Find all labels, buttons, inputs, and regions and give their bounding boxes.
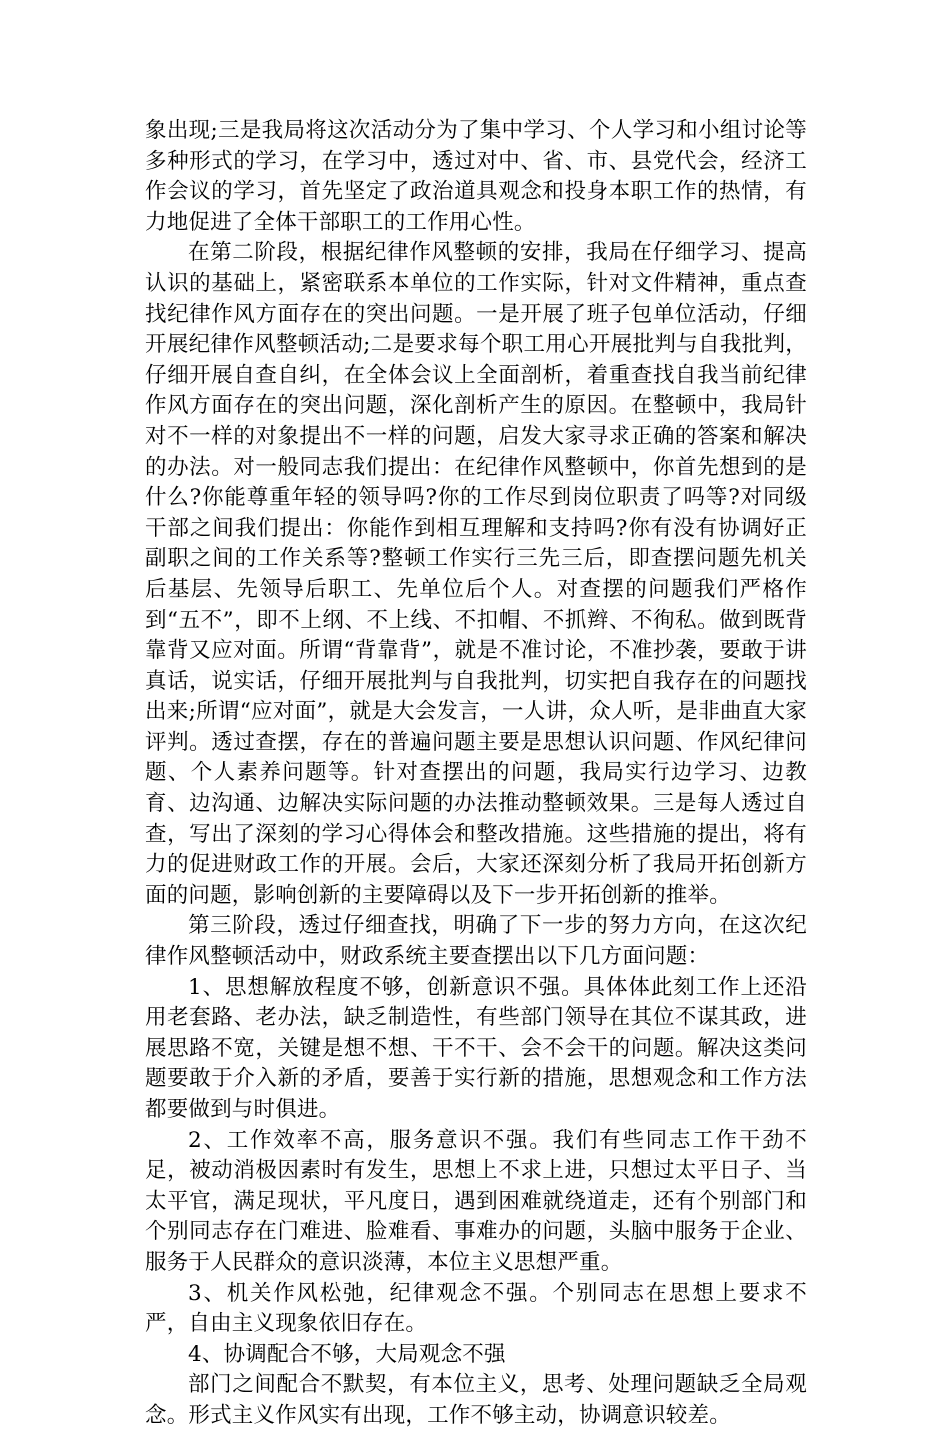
paragraph-1: 象出现;三是我局将这次活动分为了集中学习、个人学习和小组讨论等多种形式的学习，在学习中，透过对中、省、市、县党代会，经济工作会议的学习，首先坚定了政治道具观念和投身本职工作的热情，有力地促进了全体干部职工的工作用心性。 xyxy=(145,118,807,235)
paragraph-3: 第三阶段，透过仔细查找，明确了下一步的努力方向，在这次纪律作风整顿活动中，财政系统主要查摆出以下几方面问题： xyxy=(145,913,807,970)
paragraph-7: 4、协调配合不够，大局观念不强 xyxy=(188,1341,506,1367)
paragraph-6: 3、机关作风松弛，纪律观念不强。个别同志在思想上要求不严，自由主义现象依旧存在。 xyxy=(145,1280,807,1337)
document-body xyxy=(145,116,807,1432)
paragraph-8: 部门之间配合不默契，有本位主义，思考、处理问题缺乏全局观念。形式主义作风实有出现，工作不够主动，协调意识较差。 xyxy=(145,1372,807,1428)
paragraph-4: 1、思想解放程度不够，创新意识不强。具体体此刻工作上还沿用老套路、老办法，缺乏制造性，有些部门领导在其位不谋其政，进展思路不宽，关键是想不想、干不干、会不会干的问题。解决这类问题要敢于介入新的矛盾，要善于实行新的措施，思想观念和工作方法都要做到与时俱进。 xyxy=(145,974,807,1122)
paragraph-2: 在第二阶段，根据纪律作风整顿的安排，我局在仔细学习、提高认识的基础上，紧密联系本单位的工作实际，针对文件精神，重点查找纪律作风方面存在的突出问题。一是开展了班子包单位活动，仔细开展纪律作风整顿活动;二是要求每个职工用心开展批判与自我批判，仔细开展自查自纠，在全体会议上全面剖析，着重查找自我当前纪律作风方面存在的突出问题，深化剖析产生的原因。在整顿中，我局针对不一样的对象提出不一样的问题，启发大家寻求正确的答案和解决的办法。对一般同志我们提出：在纪律作风整顿中，你首先想到的是什么?你能尊重年轻的领导吗?你的工作尽到岗位职责了吗等?对同级干部之间我们提出：你能作到相互理解和支持吗?你有没有协调好正副职之间的工作关系等?整顿工作实行三先三后，即查摆问题先机关后基层、先领导后职工、先单位后个人。对查摆的问题我们严格作到“五不”，即不上纲、不上线、不扣帽、不抓辫、不徇私。做到既背靠背又应对面。所谓“背靠背”，就是不准讨论，不准抄袭，要敢于讲真话，说实话，仔细开展批判与自我批判，切实把自我存在的问题找出来;所谓“应对面”，就是大会发言，一人讲，众人听，是非曲直大家评判。透过查摆，存在的普遍问题主要是思想认识问题、作风纪律问题、个人素养问题等。针对查摆出的问题，我局实行边学习、边教育、边沟通、边解决实际问题的办法推动整顿效果。三是每人透过自查，写出了深刻的学习心得体会和整改措施。这些措施的提出，将有力的促进财政工作的开展。会后，大家还深刻分析了我局开拓创新方面的问题，影响创新的主要障碍以及下一步开拓创新的推举。 xyxy=(145,240,807,908)
paragraph-5: 2、工作效率不高，服务意识不强。我们有些同志工作干劲不足，被动消极因素时有发生，思想上不求上进，只想过太平日子、当太平官，满足现状，平凡度日，遇到困难就绕道走，还有个别部门和个别同志存在门难进、脸难看、事难办的问题，头脑中服务于企业、服务于人民群众的意识淡薄，本位主义思想严重。 xyxy=(145,1127,807,1275)
